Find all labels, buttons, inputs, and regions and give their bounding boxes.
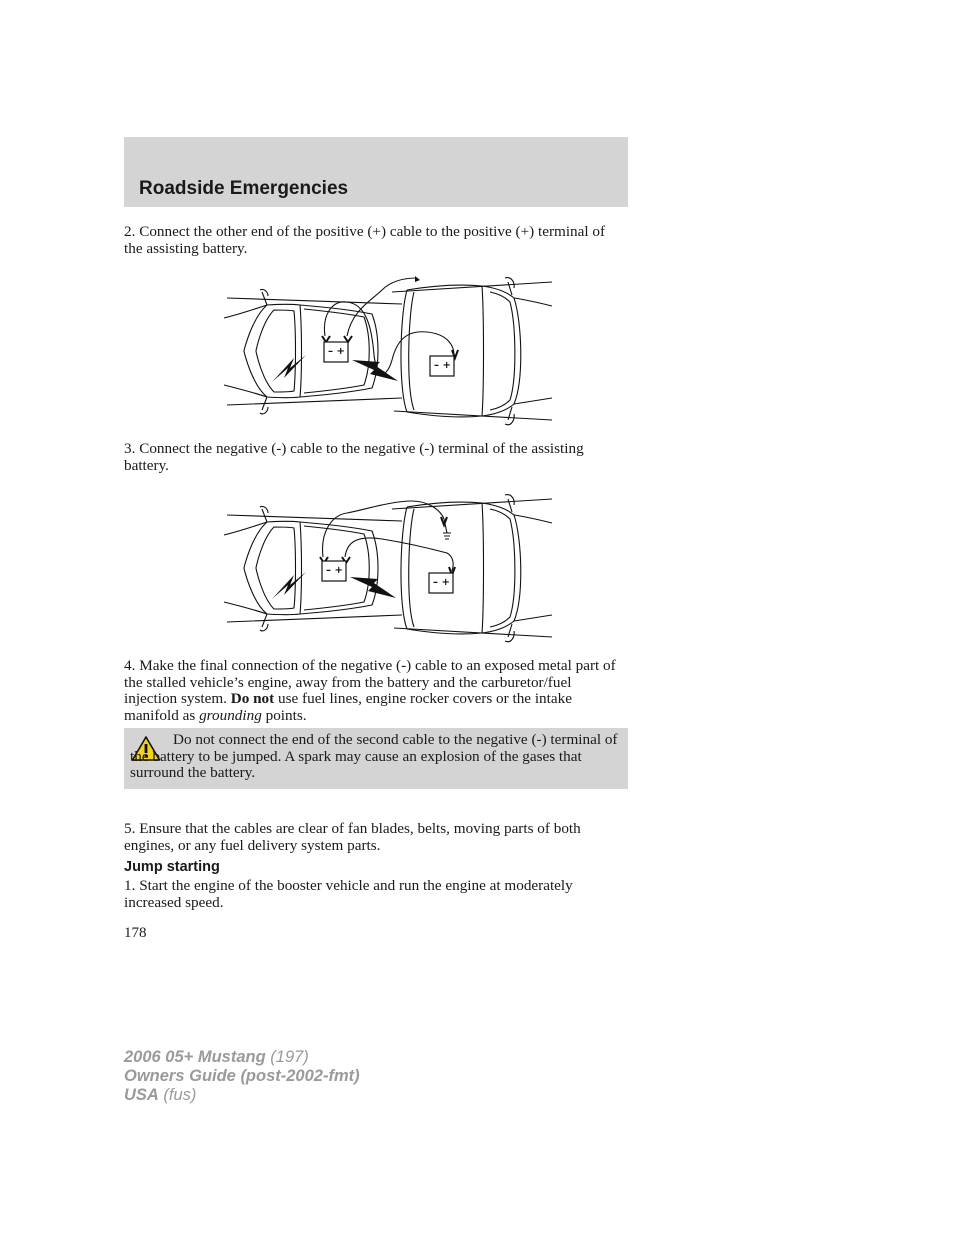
section-title: Roadside Emergencies [139,178,349,199]
warning-text: Do not connect the end of the second cable to the negative (-) terminal of the battery to be jumped. A spark may cause an explosion of the gases that surround the battery. [130,731,618,781]
jump-starting-step-1: 1. Start the engine of the booster vehicle and run the engine at moderately increased speed. [124,877,573,911]
document-footer [124,1048,360,1105]
step-3-text: 3. Connect the negative (-) cable to the negative (-) terminal of the assisting battery. [124,440,584,474]
footer-line-3: USA (fus) [124,1086,197,1104]
jump-starting-heading: Jump starting [124,859,220,875]
footer-line-2: Owners Guide (post-2002-fmt) [124,1067,360,1085]
footer-line-1: 2006 05+ Mustang (197) [124,1048,309,1066]
step-2-text: 2. Connect the other end of the positive (+) cable to the positive (+) terminal of the assisting battery. [124,223,606,257]
svg-text:– +: – + [434,360,451,371]
svg-text:– +: – + [433,577,450,588]
jump-cable-positive-illustration [222,270,554,430]
svg-text:– +: – + [328,346,345,357]
step-4-italic: grounding [199,706,262,724]
step-4-text [124,658,624,724]
step-4-emphasis: Do not [230,690,275,707]
svg-text:– +: – + [326,565,343,576]
step-4-part-1: 4. Make the final connection of the negative (-) cable to an exposed metal part of the stalled vehicle’s engine, away from the battery and the carburetor/fuel injection system. [124,657,616,707]
step-5-text: 5. Ensure that the cables are clear of fan blades, belts, moving parts of both engines, or any fuel delivery system parts. [124,820,581,854]
step-4-part-2: use fuel lines, engine rocker covers or the intake manifold as [124,690,572,724]
step-4-part-3: points. [265,706,307,724]
jump-cable-negative-illustration [222,487,554,647]
page-number: 178 [124,925,147,941]
